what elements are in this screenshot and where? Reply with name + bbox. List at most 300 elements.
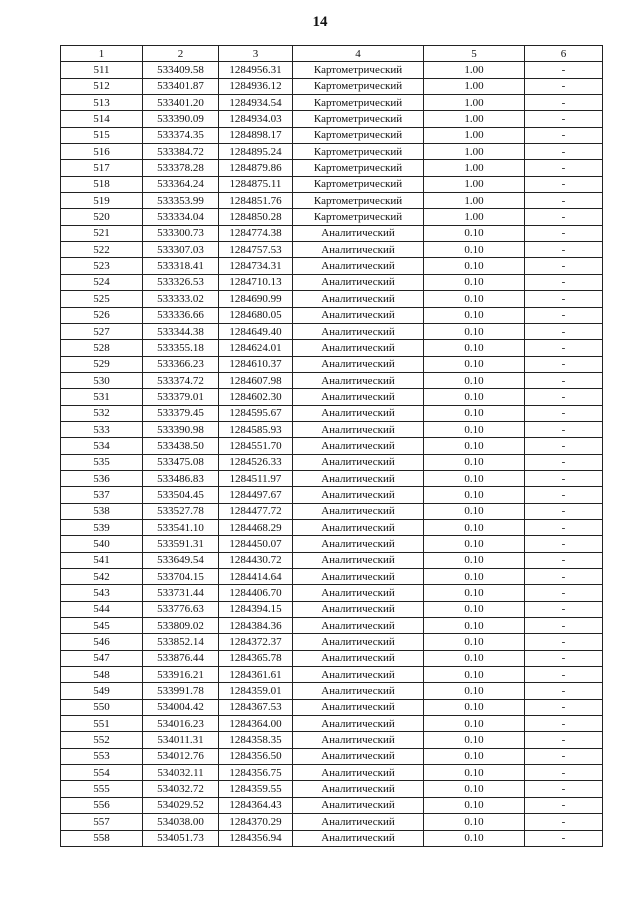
- table-row: [61, 405, 603, 421]
- method-cell: Аналитический: [293, 421, 424, 437]
- point-number-cell: 514: [61, 111, 143, 127]
- x-coordinate-cell: 534038.00: [143, 814, 219, 830]
- notes-cell: -: [525, 111, 603, 127]
- table-row: [61, 193, 603, 209]
- point-number-cell: 511: [61, 62, 143, 78]
- notes-cell: -: [525, 699, 603, 715]
- point-number-cell: 515: [61, 127, 143, 143]
- x-coordinate-cell: 534004.42: [143, 699, 219, 715]
- x-coordinate-cell: 533355.18: [143, 340, 219, 356]
- table-row: [61, 797, 603, 813]
- method-cell: Аналитический: [293, 454, 424, 470]
- point-number-cell: 519: [61, 193, 143, 209]
- x-coordinate-cell: 533527.78: [143, 503, 219, 519]
- notes-cell: -: [525, 519, 603, 535]
- y-coordinate-cell: 1284610.37: [219, 356, 293, 372]
- x-coordinate-cell: 533390.09: [143, 111, 219, 127]
- notes-cell: -: [525, 569, 603, 585]
- table-row: [61, 307, 603, 323]
- y-coordinate-cell: 1284394.15: [219, 601, 293, 617]
- table-row: [61, 340, 603, 356]
- accuracy-cell: 1.00: [424, 160, 525, 176]
- table-row: [61, 78, 603, 94]
- table-row: [61, 781, 603, 797]
- accuracy-cell: 0.10: [424, 454, 525, 470]
- point-number-cell: 541: [61, 552, 143, 568]
- method-cell: Картометрический: [293, 78, 424, 94]
- method-cell: Аналитический: [293, 519, 424, 535]
- table-row: [61, 95, 603, 111]
- point-number-cell: 521: [61, 225, 143, 241]
- table-row: [61, 814, 603, 830]
- method-cell: Картометрический: [293, 95, 424, 111]
- table-row: [61, 160, 603, 176]
- point-number-cell: 548: [61, 667, 143, 683]
- table-row: [61, 765, 603, 781]
- accuracy-cell: 0.10: [424, 765, 525, 781]
- point-number-cell: 543: [61, 585, 143, 601]
- table-row: [61, 372, 603, 388]
- x-coordinate-cell: 533731.44: [143, 585, 219, 601]
- accuracy-cell: 0.10: [424, 421, 525, 437]
- notes-cell: -: [525, 683, 603, 699]
- y-coordinate-cell: 1284710.13: [219, 274, 293, 290]
- accuracy-cell: 1.00: [424, 193, 525, 209]
- point-number-cell: 529: [61, 356, 143, 372]
- y-coordinate-cell: 1284365.78: [219, 650, 293, 666]
- x-coordinate-cell: 533353.99: [143, 193, 219, 209]
- table-row: [61, 323, 603, 339]
- point-number-cell: 530: [61, 372, 143, 388]
- table-row: [61, 176, 603, 192]
- notes-cell: -: [525, 650, 603, 666]
- accuracy-cell: 0.10: [424, 748, 525, 764]
- x-coordinate-cell: 533852.14: [143, 634, 219, 650]
- method-cell: Аналитический: [293, 667, 424, 683]
- y-coordinate-cell: 1284430.72: [219, 552, 293, 568]
- accuracy-cell: 1.00: [424, 209, 525, 225]
- notes-cell: -: [525, 732, 603, 748]
- method-cell: Аналитический: [293, 307, 424, 323]
- point-number-cell: 537: [61, 487, 143, 503]
- y-coordinate-cell: 1284551.70: [219, 438, 293, 454]
- point-number-cell: 547: [61, 650, 143, 666]
- method-cell: Картометрический: [293, 209, 424, 225]
- method-cell: Аналитический: [293, 601, 424, 617]
- method-cell: Аналитический: [293, 732, 424, 748]
- y-coordinate-cell: 1284607.98: [219, 372, 293, 388]
- x-coordinate-cell: 534011.31: [143, 732, 219, 748]
- x-coordinate-cell: 533344.38: [143, 323, 219, 339]
- notes-cell: -: [525, 160, 603, 176]
- method-cell: Аналитический: [293, 536, 424, 552]
- notes-cell: -: [525, 667, 603, 683]
- method-cell: Аналитический: [293, 618, 424, 634]
- method-cell: Картометрический: [293, 111, 424, 127]
- x-coordinate-cell: 533991.78: [143, 683, 219, 699]
- point-number-cell: 558: [61, 830, 143, 846]
- method-cell: Аналитический: [293, 781, 424, 797]
- notes-cell: -: [525, 601, 603, 617]
- x-coordinate-cell: 533486.83: [143, 470, 219, 486]
- point-number-cell: 554: [61, 765, 143, 781]
- x-coordinate-cell: 533378.28: [143, 160, 219, 176]
- x-coordinate-cell: 533541.10: [143, 519, 219, 535]
- method-cell: Картометрический: [293, 160, 424, 176]
- point-number-cell: 536: [61, 470, 143, 486]
- point-number-cell: 551: [61, 716, 143, 732]
- x-coordinate-cell: 533401.87: [143, 78, 219, 94]
- y-coordinate-cell: 1284372.37: [219, 634, 293, 650]
- point-number-cell: 525: [61, 291, 143, 307]
- x-coordinate-cell: 533374.35: [143, 127, 219, 143]
- x-coordinate-cell: 533318.41: [143, 258, 219, 274]
- table-row: [61, 519, 603, 535]
- x-coordinate-cell: 533374.72: [143, 372, 219, 388]
- y-coordinate-cell: 1284624.01: [219, 340, 293, 356]
- point-number-cell: 532: [61, 405, 143, 421]
- x-coordinate-cell: 533504.45: [143, 487, 219, 503]
- x-coordinate-cell: 533776.63: [143, 601, 219, 617]
- column-header-method: 4: [293, 46, 424, 62]
- accuracy-cell: 1.00: [424, 144, 525, 160]
- accuracy-cell: 0.10: [424, 650, 525, 666]
- notes-cell: -: [525, 78, 603, 94]
- point-number-cell: 526: [61, 307, 143, 323]
- notes-cell: -: [525, 372, 603, 388]
- notes-cell: -: [525, 454, 603, 470]
- table-row: [61, 683, 603, 699]
- x-coordinate-cell: 533876.44: [143, 650, 219, 666]
- y-coordinate-cell: 1284367.53: [219, 699, 293, 715]
- accuracy-cell: 0.10: [424, 601, 525, 617]
- y-coordinate-cell: 1284356.94: [219, 830, 293, 846]
- x-coordinate-cell: 533475.08: [143, 454, 219, 470]
- point-number-cell: 549: [61, 683, 143, 699]
- notes-cell: -: [525, 585, 603, 601]
- accuracy-cell: 0.10: [424, 389, 525, 405]
- notes-cell: -: [525, 487, 603, 503]
- y-coordinate-cell: 1284477.72: [219, 503, 293, 519]
- accuracy-cell: 0.10: [424, 667, 525, 683]
- method-cell: Аналитический: [293, 830, 424, 846]
- accuracy-cell: 1.00: [424, 62, 525, 78]
- notes-cell: -: [525, 634, 603, 650]
- point-number-cell: 528: [61, 340, 143, 356]
- point-number-cell: 533: [61, 421, 143, 437]
- y-coordinate-cell: 1284364.43: [219, 797, 293, 813]
- point-number-cell: 534: [61, 438, 143, 454]
- x-coordinate-cell: 533438.50: [143, 438, 219, 454]
- table-row: [61, 634, 603, 650]
- notes-cell: -: [525, 307, 603, 323]
- point-number-cell: 540: [61, 536, 143, 552]
- accuracy-cell: 0.10: [424, 274, 525, 290]
- notes-cell: -: [525, 209, 603, 225]
- y-coordinate-cell: 1284649.40: [219, 323, 293, 339]
- method-cell: Картометрический: [293, 144, 424, 160]
- table-row: [61, 111, 603, 127]
- accuracy-cell: 0.10: [424, 814, 525, 830]
- method-cell: Аналитический: [293, 389, 424, 405]
- point-number-cell: 523: [61, 258, 143, 274]
- accuracy-cell: 0.10: [424, 716, 525, 732]
- table-row: [61, 601, 603, 617]
- y-coordinate-cell: 1284879.86: [219, 160, 293, 176]
- y-coordinate-cell: 1284734.31: [219, 258, 293, 274]
- column-header-x: 2: [143, 46, 219, 62]
- x-coordinate-cell: 533334.04: [143, 209, 219, 225]
- notes-cell: -: [525, 62, 603, 78]
- notes-cell: -: [525, 503, 603, 519]
- accuracy-cell: 0.10: [424, 438, 525, 454]
- table-row: [61, 291, 603, 307]
- notes-cell: -: [525, 470, 603, 486]
- table-row: [61, 667, 603, 683]
- column-header-accuracy: 5: [424, 46, 525, 62]
- method-cell: Аналитический: [293, 716, 424, 732]
- x-coordinate-cell: 533300.73: [143, 225, 219, 241]
- table-row: [61, 62, 603, 78]
- x-coordinate-cell: 533591.31: [143, 536, 219, 552]
- accuracy-cell: 0.10: [424, 291, 525, 307]
- accuracy-cell: 1.00: [424, 78, 525, 94]
- notes-cell: -: [525, 748, 603, 764]
- table-row: [61, 716, 603, 732]
- y-coordinate-cell: 1284364.00: [219, 716, 293, 732]
- method-cell: Аналитический: [293, 225, 424, 241]
- accuracy-cell: 0.10: [424, 536, 525, 552]
- method-cell: Аналитический: [293, 242, 424, 258]
- x-coordinate-cell: 533379.01: [143, 389, 219, 405]
- accuracy-cell: 1.00: [424, 111, 525, 127]
- x-coordinate-cell: 534051.73: [143, 830, 219, 846]
- method-cell: Аналитический: [293, 503, 424, 519]
- point-number-cell: 513: [61, 95, 143, 111]
- table-row: [61, 569, 603, 585]
- point-number-cell: 517: [61, 160, 143, 176]
- accuracy-cell: 0.10: [424, 618, 525, 634]
- point-number-cell: 520: [61, 209, 143, 225]
- table-row: [61, 144, 603, 160]
- notes-cell: -: [525, 389, 603, 405]
- notes-cell: -: [525, 552, 603, 568]
- table-row: [61, 585, 603, 601]
- column-header-notes: 6: [525, 46, 603, 62]
- column-header-point-number: 1: [61, 46, 143, 62]
- point-number-cell: 531: [61, 389, 143, 405]
- method-cell: Аналитический: [293, 356, 424, 372]
- notes-cell: -: [525, 765, 603, 781]
- table-row: [61, 258, 603, 274]
- accuracy-cell: 0.10: [424, 372, 525, 388]
- method-cell: Картометрический: [293, 193, 424, 209]
- table-row: [61, 454, 603, 470]
- table-row: [61, 732, 603, 748]
- x-coordinate-cell: 533649.54: [143, 552, 219, 568]
- table-row: [61, 225, 603, 241]
- table-row: [61, 487, 603, 503]
- method-cell: Аналитический: [293, 487, 424, 503]
- y-coordinate-cell: 1284359.55: [219, 781, 293, 797]
- method-cell: Аналитический: [293, 470, 424, 486]
- table-row: [61, 650, 603, 666]
- x-coordinate-cell: 533366.23: [143, 356, 219, 372]
- notes-cell: -: [525, 274, 603, 290]
- method-cell: Аналитический: [293, 340, 424, 356]
- accuracy-cell: 0.10: [424, 552, 525, 568]
- table-row: [61, 536, 603, 552]
- accuracy-cell: 0.10: [424, 781, 525, 797]
- point-number-cell: 538: [61, 503, 143, 519]
- point-number-cell: 552: [61, 732, 143, 748]
- x-coordinate-cell: 534032.11: [143, 765, 219, 781]
- y-coordinate-cell: 1284468.29: [219, 519, 293, 535]
- y-coordinate-cell: 1284774.38: [219, 225, 293, 241]
- notes-cell: -: [525, 405, 603, 421]
- point-number-cell: 542: [61, 569, 143, 585]
- notes-cell: -: [525, 340, 603, 356]
- method-cell: Аналитический: [293, 814, 424, 830]
- accuracy-cell: 0.10: [424, 634, 525, 650]
- y-coordinate-cell: 1284370.29: [219, 814, 293, 830]
- method-cell: Аналитический: [293, 683, 424, 699]
- notes-cell: -: [525, 193, 603, 209]
- point-number-cell: 556: [61, 797, 143, 813]
- notes-cell: -: [525, 438, 603, 454]
- notes-cell: -: [525, 830, 603, 846]
- table-row: [61, 830, 603, 846]
- method-cell: Аналитический: [293, 405, 424, 421]
- accuracy-cell: 0.10: [424, 405, 525, 421]
- point-number-cell: 539: [61, 519, 143, 535]
- y-coordinate-cell: 1284898.17: [219, 127, 293, 143]
- y-coordinate-cell: 1284690.99: [219, 291, 293, 307]
- method-cell: Аналитический: [293, 291, 424, 307]
- accuracy-cell: 1.00: [424, 176, 525, 192]
- x-coordinate-cell: 533307.03: [143, 242, 219, 258]
- x-coordinate-cell: 533916.21: [143, 667, 219, 683]
- point-number-cell: 557: [61, 814, 143, 830]
- point-number-cell: 544: [61, 601, 143, 617]
- accuracy-cell: 0.10: [424, 683, 525, 699]
- accuracy-cell: 0.10: [424, 242, 525, 258]
- x-coordinate-cell: 534032.72: [143, 781, 219, 797]
- notes-cell: -: [525, 176, 603, 192]
- notes-cell: -: [525, 536, 603, 552]
- x-coordinate-cell: 533326.53: [143, 274, 219, 290]
- method-cell: Аналитический: [293, 438, 424, 454]
- accuracy-cell: 0.10: [424, 797, 525, 813]
- y-coordinate-cell: 1284757.53: [219, 242, 293, 258]
- accuracy-cell: 0.10: [424, 470, 525, 486]
- point-number-cell: 550: [61, 699, 143, 715]
- point-number-cell: 553: [61, 748, 143, 764]
- point-number-cell: 522: [61, 242, 143, 258]
- point-number-cell: 512: [61, 78, 143, 94]
- y-coordinate-cell: 1284414.64: [219, 569, 293, 585]
- method-cell: Аналитический: [293, 650, 424, 666]
- accuracy-cell: 0.10: [424, 519, 525, 535]
- y-coordinate-cell: 1284359.01: [219, 683, 293, 699]
- y-coordinate-cell: 1284406.70: [219, 585, 293, 601]
- method-cell: Аналитический: [293, 748, 424, 764]
- method-cell: Аналитический: [293, 585, 424, 601]
- method-cell: Аналитический: [293, 569, 424, 585]
- notes-cell: -: [525, 356, 603, 372]
- y-coordinate-cell: 1284851.76: [219, 193, 293, 209]
- y-coordinate-cell: 1284356.50: [219, 748, 293, 764]
- table-row: [61, 389, 603, 405]
- point-number-cell: 546: [61, 634, 143, 650]
- x-coordinate-cell: 533379.45: [143, 405, 219, 421]
- x-coordinate-cell: 533390.98: [143, 421, 219, 437]
- table-row: [61, 127, 603, 143]
- table-row: [61, 356, 603, 372]
- x-coordinate-cell: 534029.52: [143, 797, 219, 813]
- notes-cell: -: [525, 225, 603, 241]
- x-coordinate-cell: 533333.02: [143, 291, 219, 307]
- accuracy-cell: 0.10: [424, 830, 525, 846]
- y-coordinate-cell: 1284875.11: [219, 176, 293, 192]
- x-coordinate-cell: 533809.02: [143, 618, 219, 634]
- notes-cell: -: [525, 258, 603, 274]
- method-cell: Аналитический: [293, 274, 424, 290]
- coordinates-table: [60, 45, 603, 847]
- column-header-y: 3: [219, 46, 293, 62]
- accuracy-cell: 0.10: [424, 487, 525, 503]
- table-row: [61, 699, 603, 715]
- y-coordinate-cell: 1284450.07: [219, 536, 293, 552]
- accuracy-cell: 0.10: [424, 569, 525, 585]
- y-coordinate-cell: 1284595.67: [219, 405, 293, 421]
- table-row: [61, 209, 603, 225]
- table-row: [61, 552, 603, 568]
- method-cell: Аналитический: [293, 552, 424, 568]
- accuracy-cell: 0.10: [424, 307, 525, 323]
- point-number-cell: 527: [61, 323, 143, 339]
- y-coordinate-cell: 1284356.75: [219, 765, 293, 781]
- method-cell: Аналитический: [293, 699, 424, 715]
- table-body: [61, 62, 603, 847]
- notes-cell: -: [525, 291, 603, 307]
- table-row: [61, 470, 603, 486]
- page-number: 14: [312, 14, 328, 30]
- notes-cell: -: [525, 144, 603, 160]
- point-number-cell: 516: [61, 144, 143, 160]
- table-row: [61, 242, 603, 258]
- accuracy-cell: 0.10: [424, 699, 525, 715]
- notes-cell: -: [525, 421, 603, 437]
- y-coordinate-cell: 1284934.54: [219, 95, 293, 111]
- point-number-cell: 518: [61, 176, 143, 192]
- method-cell: Аналитический: [293, 797, 424, 813]
- y-coordinate-cell: 1284511.97: [219, 470, 293, 486]
- method-cell: Картометрический: [293, 62, 424, 78]
- method-cell: Картометрический: [293, 127, 424, 143]
- method-cell: Аналитический: [293, 372, 424, 388]
- notes-cell: -: [525, 127, 603, 143]
- y-coordinate-cell: 1284384.36: [219, 618, 293, 634]
- method-cell: Аналитический: [293, 765, 424, 781]
- point-number-cell: 545: [61, 618, 143, 634]
- accuracy-cell: 0.10: [424, 340, 525, 356]
- y-coordinate-cell: 1284956.31: [219, 62, 293, 78]
- y-coordinate-cell: 1284936.12: [219, 78, 293, 94]
- y-coordinate-cell: 1284850.28: [219, 209, 293, 225]
- notes-cell: -: [525, 797, 603, 813]
- table-row: [61, 503, 603, 519]
